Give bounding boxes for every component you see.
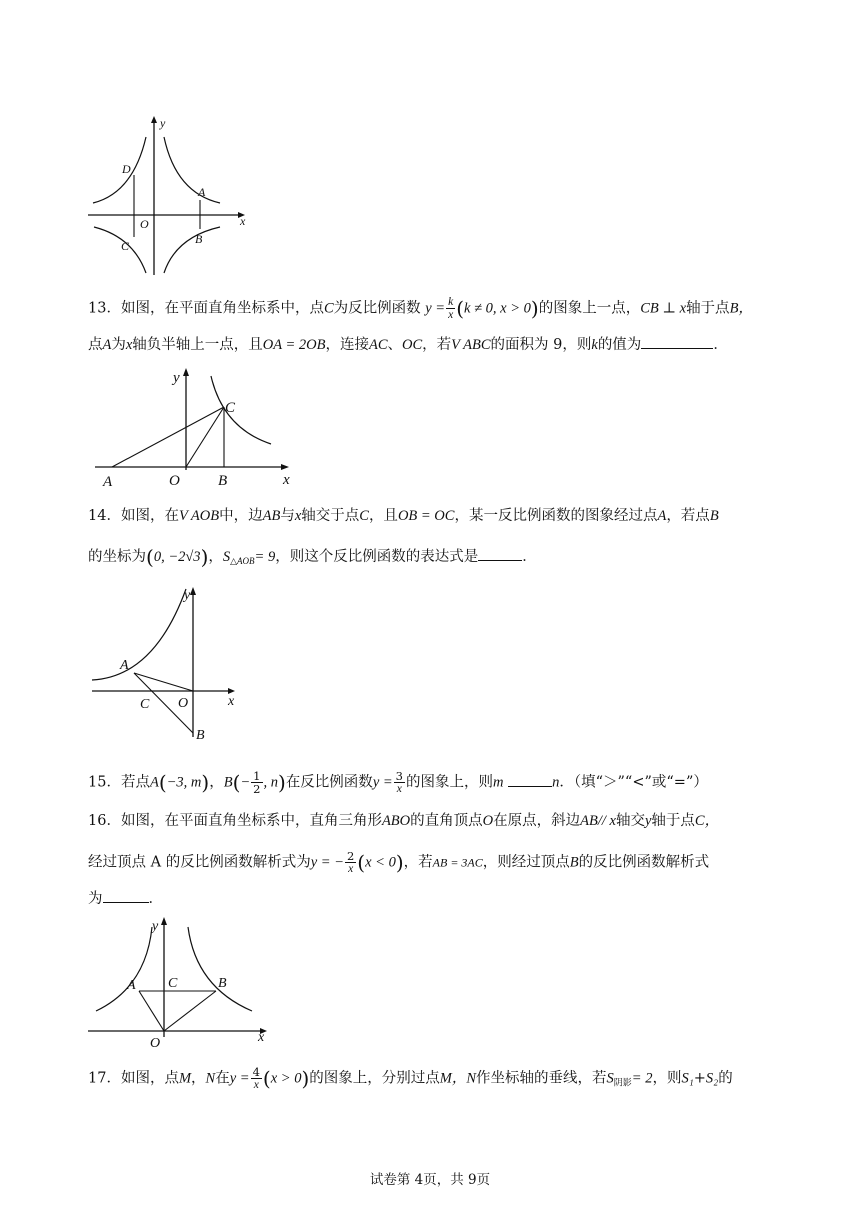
label-C: C [140,697,150,712]
curve-right [188,927,252,1011]
q15-line: 15．若点A(−3, m)，B(− $\frac{1}{2}$ , n)在反比例函数y = $\frac{3}{x}$ 的图象上，则m n．（填“＞”“<”或“=”） [88,769,708,796]
q14-line2: 的坐标为(0, −2√3)，$S_{\triangle AOB}= 9$，则这个反比例函数的表达式是 ． [88,545,537,569]
segment-BO [164,991,216,1031]
label-A: A [103,474,113,490]
label-O: O [140,217,149,231]
label-C: C [225,400,236,416]
answer-blank-q13[interactable] [641,334,713,349]
label-O: O [169,473,180,489]
label-C: C [168,976,178,991]
curve-top-right [164,137,220,203]
label-A: A [127,978,136,993]
curve-top-left [93,137,146,203]
segment-OC [186,407,224,467]
figure-q13 [95,366,305,491]
label-y: y [160,116,166,130]
label-y: y [152,919,159,934]
segment-AC [112,407,224,467]
curve-bottom-right [164,227,220,273]
segment-AO [139,991,164,1031]
page-footer: 试卷第 4页，共 9页 [369,1172,491,1188]
q13-line1: 13．如图，在平面直角坐标系中，点C为反比例函数 y = $\frac{k}{x}$ (k ≠ 0, x > 0)的图象上一点，CB ⊥ x轴于点B， [88,296,753,321]
q16-line1: 16．如图，在平面直角坐标系中，直角三角形ABO的直角顶点O在原点，斜边AB// x轴交y轴于点C， [88,813,720,829]
curve [92,589,186,680]
label-x: x [258,1030,265,1045]
answer-blank-q16[interactable] [103,888,149,903]
label-y: y [173,370,180,386]
figure-q12 [88,115,258,280]
figure-q14 [92,585,247,745]
label-B: B [218,473,228,489]
label-x: x [240,214,246,228]
answer-blank-q14[interactable] [478,546,522,561]
label-B: B [218,976,227,991]
label-O: O [178,696,189,711]
q16-line3: 为 ． [88,888,163,909]
curve-bottom-left [94,227,146,273]
label-D: D [122,162,131,176]
curve [211,376,271,444]
label-y: y [184,588,191,603]
label-x: x [228,694,235,709]
answer-blank-q15[interactable] [508,772,552,787]
label-O: O [150,1036,161,1051]
label-x: x [283,472,290,488]
figure-q16 [88,913,278,1053]
q17-line1: 17．如图，点M，N在y = $\frac{4}{x}$ (x > 0)的图象上，分别过点M，N作坐标轴的垂线，若$S_{阴影}= 2$，则S₁+S₂的 [88,1065,733,1091]
label-A: A [198,185,206,199]
label-A: A [120,658,129,673]
q16-line2: 经过顶点 A 的反比例函数解析式为y = − $\frac{2}{x}$ (x < 0)，若AB = 3AC，则经过顶点B的反比例函数解析式 [88,849,710,875]
label-B: B [195,232,203,246]
label-C: C [121,239,130,253]
q13-line2: 点A为x轴负半轴上一点，且OA = 2OB，连接AC、OC，若V ABC的面积为 9，则k的值为 ． [88,334,728,355]
q14-line1: 14．如图，在V AOB中，边AB与x轴交于点C，且OB = OC，某一反比例函数的图象经过点A，若点B [88,508,719,524]
label-B: B [196,728,205,743]
